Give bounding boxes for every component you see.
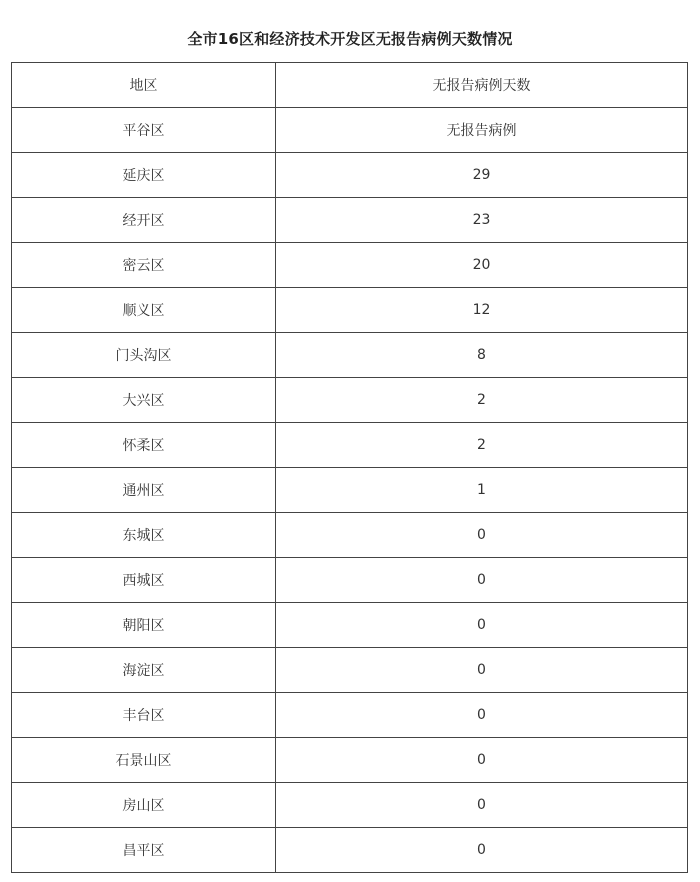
district-cell: 丰台区 xyxy=(12,693,276,738)
days-cell: 0 xyxy=(276,603,688,648)
table-row xyxy=(12,828,688,873)
district-cell: 密云区 xyxy=(12,243,276,288)
table-header-row xyxy=(12,63,688,108)
district-cell: 房山区 xyxy=(12,783,276,828)
days-cell: 23 xyxy=(276,198,688,243)
table-row xyxy=(12,648,688,693)
district-cell: 大兴区 xyxy=(12,378,276,423)
table-row xyxy=(12,288,688,333)
table-row xyxy=(12,153,688,198)
district-cell: 延庆区 xyxy=(12,153,276,198)
district-cell: 门头沟区 xyxy=(12,333,276,378)
days-cell: 2 xyxy=(276,423,688,468)
table-row xyxy=(12,243,688,288)
table-row xyxy=(12,468,688,513)
days-cell: 0 xyxy=(276,558,688,603)
days-cell: 0 xyxy=(276,648,688,693)
table-row xyxy=(12,693,688,738)
days-cell: 2 xyxy=(276,378,688,423)
district-cell: 东城区 xyxy=(12,513,276,558)
table-row xyxy=(12,378,688,423)
district-cell: 经开区 xyxy=(12,198,276,243)
district-cell: 怀柔区 xyxy=(12,423,276,468)
table-row xyxy=(12,783,688,828)
days-cell: 0 xyxy=(276,828,688,873)
days-cell: 20 xyxy=(276,243,688,288)
table-row xyxy=(12,333,688,378)
table-row xyxy=(12,198,688,243)
district-cell: 平谷区 xyxy=(12,108,276,153)
days-cell: 1 xyxy=(276,468,688,513)
district-cell: 石景山区 xyxy=(12,738,276,783)
days-cell: 12 xyxy=(276,288,688,333)
table-row xyxy=(12,738,688,783)
district-cell: 昌平区 xyxy=(12,828,276,873)
column-header-days: 无报告病例天数 xyxy=(276,63,688,108)
table-body xyxy=(12,108,688,873)
days-cell: 0 xyxy=(276,693,688,738)
table-row xyxy=(12,558,688,603)
district-cell: 西城区 xyxy=(12,558,276,603)
district-cell: 海淀区 xyxy=(12,648,276,693)
days-cell: 29 xyxy=(276,153,688,198)
days-cell: 8 xyxy=(276,333,688,378)
page-title: 全市16区和经济技术开发区无报告病例天数情况 xyxy=(187,30,513,48)
table-row xyxy=(12,423,688,468)
table-row xyxy=(12,108,688,153)
district-table xyxy=(11,62,688,873)
column-header-district: 地区 xyxy=(12,63,276,108)
district-cell: 顺义区 xyxy=(12,288,276,333)
days-cell: 0 xyxy=(276,783,688,828)
table-row xyxy=(12,513,688,558)
days-cell: 0 xyxy=(276,513,688,558)
days-cell: 无报告病例 xyxy=(276,108,688,153)
district-cell: 通州区 xyxy=(12,468,276,513)
table-row xyxy=(12,603,688,648)
district-cell: 朝阳区 xyxy=(12,603,276,648)
days-cell: 0 xyxy=(276,738,688,783)
